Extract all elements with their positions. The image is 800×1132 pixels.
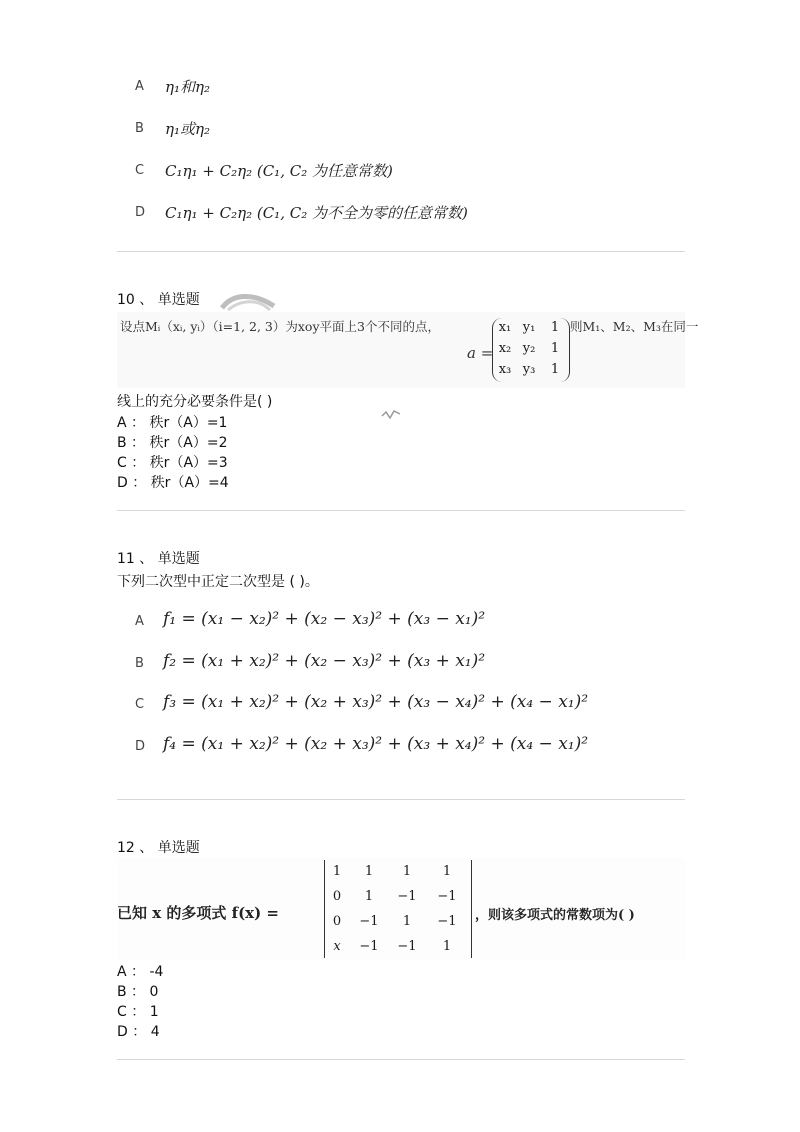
- q11-stem: 下列二次型中正定二次型是 ( )。: [117, 574, 319, 590]
- q11-option-c-formula[interactable]: f₃ = (x₁ + x₂)² + (x₂ + x₃)² + (x₃ − x₄)² + (x₄ − x₁)²: [163, 692, 589, 712]
- option-letter: A: [117, 964, 127, 980]
- det-cell: −1: [359, 939, 379, 954]
- q10-option-c[interactable]: C ： 秩r（A）=3: [117, 455, 228, 471]
- q9-option-c-text[interactable]: C₁η₁ + C₂η₂ (C₁, C₂ 为任意常数): [165, 162, 393, 180]
- q10-option-b[interactable]: B ： 秩r（A）=2: [117, 435, 228, 451]
- q12-option-d[interactable]: D ： 4: [117, 1024, 160, 1040]
- stray-mark-icon: [380, 408, 404, 422]
- matrix-cell: x₁: [498, 320, 512, 335]
- q9-option-d-text[interactable]: C₁η₁ + C₂η₂ (C₁, C₂ 为不全为零的任意常数): [165, 204, 468, 222]
- q11-header: 11 、 单选题: [117, 551, 200, 567]
- option-text: 秩r（A）=1: [149, 415, 228, 431]
- det-cell: 1: [442, 939, 452, 954]
- q12-stem-image: [117, 858, 685, 960]
- q10-option-a[interactable]: A ： 秩r（A）=1: [117, 415, 228, 431]
- matrix-cell: 1: [550, 320, 560, 335]
- det-cell: 1: [364, 889, 374, 904]
- q11-option-b-formula[interactable]: f₂ = (x₁ + x₂)² + (x₂ − x₃)² + (x₃ + x₁)²: [163, 651, 486, 671]
- q11-option-a-formula[interactable]: f₁ = (x₁ − x₂)² + (x₂ − x₃)² + (x₃ − x₁)²: [163, 609, 486, 629]
- q10-matrix-label: a =: [467, 344, 494, 362]
- divider: [117, 510, 685, 511]
- option-letter: B: [117, 435, 127, 451]
- option-letter: C: [117, 1004, 127, 1020]
- q12-determinant: [324, 860, 472, 958]
- q12-option-b[interactable]: B ： 0: [117, 984, 159, 1000]
- divider: [117, 1059, 685, 1060]
- watermark-scribble-icon: [218, 290, 280, 314]
- det-cell: x: [333, 939, 341, 954]
- det-cell: 1: [402, 914, 412, 929]
- option-letter: B: [117, 984, 127, 1000]
- det-cell: −1: [437, 914, 457, 929]
- option-text: 1: [149, 1004, 159, 1020]
- option-letter: D: [117, 475, 128, 491]
- det-cell: 1: [364, 864, 374, 879]
- q12-option-a[interactable]: A ： -4: [117, 964, 164, 980]
- option-text: 0: [149, 984, 159, 1000]
- q9-option-a-letter[interactable]: A: [135, 79, 144, 94]
- matrix-cell: y₃: [522, 362, 536, 377]
- matrix-cell: y₂: [522, 341, 536, 356]
- det-cell: 0: [332, 914, 342, 929]
- q12-stem-left: 已知 x 的多项式 f(x) =: [117, 904, 279, 922]
- matrix-cell: y₁: [522, 320, 536, 335]
- matrix-cell: x₂: [498, 341, 512, 356]
- option-letter: A: [117, 415, 127, 431]
- matrix-cell: 1: [550, 341, 560, 356]
- q10-stem-right: 则M₁、M₂、M₃在同一: [570, 319, 699, 334]
- q9-option-c-letter[interactable]: C: [135, 163, 145, 178]
- q11-option-d-letter[interactable]: D: [135, 739, 146, 754]
- q10-matrix: [492, 318, 570, 382]
- q10-option-d[interactable]: D ： 秩r（A）=4: [117, 475, 229, 491]
- option-text: 4: [150, 1024, 160, 1040]
- divider: [117, 251, 685, 252]
- divider: [117, 799, 685, 800]
- q9-option-d-letter[interactable]: D: [135, 205, 146, 220]
- option-letter: C: [117, 455, 127, 471]
- q10-stem-image: [117, 312, 699, 388]
- q11-option-c-letter[interactable]: C: [135, 697, 145, 712]
- q10-header: 10 、 单选题: [117, 292, 200, 308]
- q11-option-d-formula[interactable]: f₄ = (x₁ + x₂)² + (x₂ + x₃)² + (x₃ + x₄)² + (x₄ − x₁)²: [163, 734, 589, 754]
- option-text: 秩r（A）=3: [149, 455, 228, 471]
- matrix-cell: 1: [550, 362, 560, 377]
- q11-option-a-letter[interactable]: A: [135, 614, 144, 629]
- det-cell: −1: [359, 914, 379, 929]
- q9-option-b-letter[interactable]: B: [135, 121, 144, 136]
- det-cell: −1: [397, 889, 417, 904]
- det-cell: 0: [332, 889, 342, 904]
- matrix-cell: x₃: [498, 362, 512, 377]
- q10-stem-left: 设点Mᵢ（xᵢ, yᵢ）（i=1, 2, 3）为xoy平面上3个不同的点，: [120, 319, 440, 334]
- option-text: 秩r（A）=2: [149, 435, 228, 451]
- option-text: -4: [149, 964, 164, 980]
- det-cell: 1: [442, 864, 452, 879]
- det-cell: −1: [437, 889, 457, 904]
- option-letter: D: [117, 1024, 128, 1040]
- option-text: 秩r（A）=4: [150, 475, 229, 491]
- det-cell: 1: [402, 864, 412, 879]
- q9-option-a-text[interactable]: η₁和η₂: [165, 78, 211, 96]
- q12-header: 12 、 单选题: [117, 840, 200, 856]
- q12-option-c[interactable]: C ： 1: [117, 1004, 159, 1020]
- det-cell: 1: [332, 864, 342, 879]
- q11-option-b-letter[interactable]: B: [135, 656, 144, 671]
- q12-stem-right: ，则该多项式的常数项为( ): [475, 908, 635, 923]
- q10-stem-rest: 线上的充分必要条件是( ): [117, 394, 273, 410]
- q9-option-b-text[interactable]: η₁或η₂: [165, 120, 211, 138]
- det-cell: −1: [397, 939, 417, 954]
